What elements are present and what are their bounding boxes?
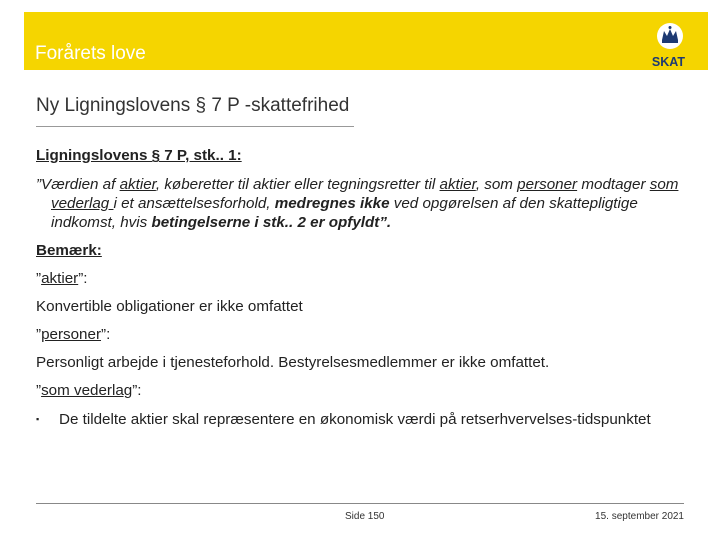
term-aktier: ”aktier”: [36, 270, 88, 287]
term-personer: ”personer”: [36, 326, 111, 343]
list-item [36, 410, 696, 429]
bullet-text: De tildelte aktier skal repræsentere en økonomisk værdi på retserhvervelses-tidspunktet [59, 411, 651, 428]
law-quote: ”Værdien af aktier, køberetter til aktier eller tegningsretter til aktier, som personer modtager som vederlag i et ansættelsesforhold, medregnes ikke ved opgørelsen af den skattepligtige indkomst, hvis betingelserne i stk.. 2 er opfyldt”. [36, 176, 679, 231]
skat-wordmark: SKAT [651, 55, 685, 68]
section-title: Forårets love [35, 43, 146, 64]
note-personer: Personligt arbejde i tjenesteforhold. Bestyrelsesmedlemmer er ikke omfattet. [36, 354, 550, 371]
skat-crown-logo [614, 20, 686, 68]
footer-divider [36, 503, 684, 504]
remark-heading: Bemærk: [36, 242, 102, 259]
bullet-icon: ▪ [36, 414, 40, 424]
term-vederlag: ”som vederlag”: [36, 382, 142, 399]
slide-title: Ny Ligningslovens § 7 P -skattefrihed [36, 95, 350, 116]
footer-date: 15. september 2021 [595, 511, 684, 522]
law-subheading: Ligningslovens § 7 P, stk.. 1: [36, 147, 242, 164]
title-divider [36, 126, 354, 127]
note-aktier: Konvertible obligationer er ikke omfattet [36, 298, 303, 315]
page-number: Side 150 [345, 511, 385, 522]
header-bar [24, 12, 708, 70]
slide-body [36, 146, 696, 429]
